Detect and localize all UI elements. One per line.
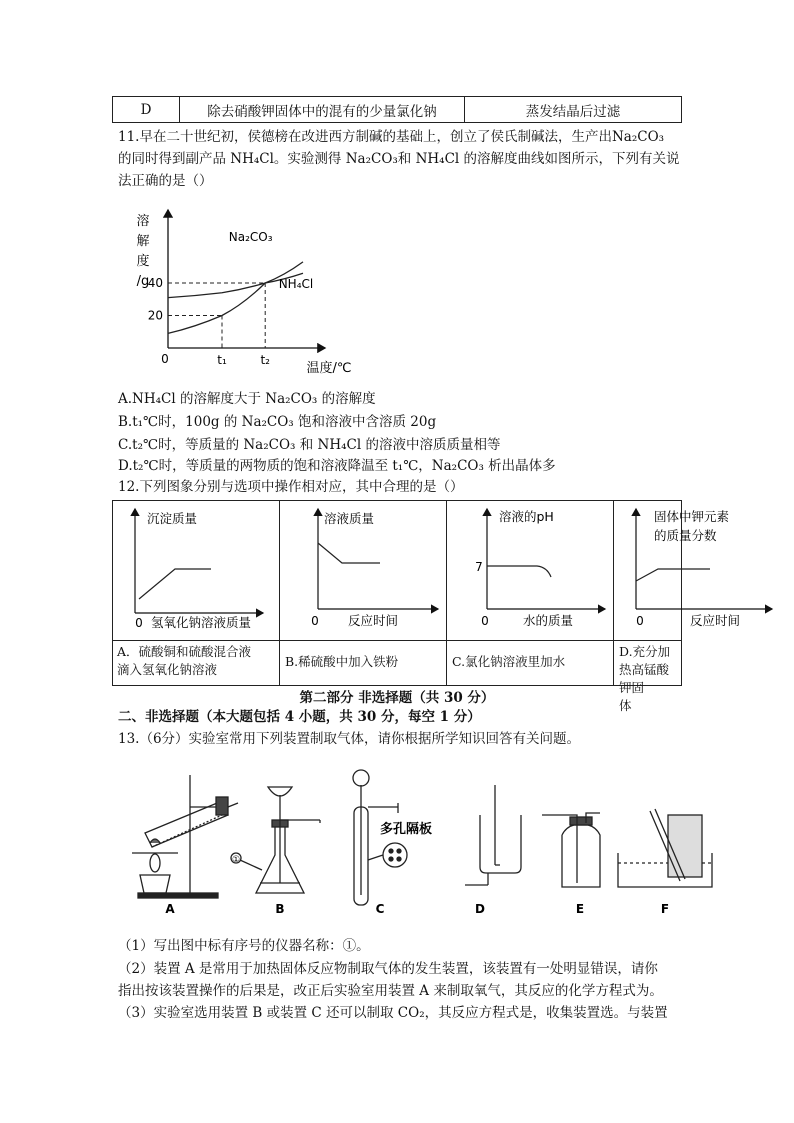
apparatus-b-label: B: [275, 902, 285, 916]
row-purpose: 除去硝酸钾固体中的混有的少量氯化钠: [180, 97, 465, 123]
y-tick-label: 40: [147, 276, 163, 290]
q11-line3: 法正确的是（）: [118, 173, 213, 189]
apparatus-e-label: E: [575, 902, 585, 916]
q13-sub2-line1: （2）装置 A 是常用于加热固体反应物制取气体的发生装置，该装置有一处明显错误，请你: [118, 961, 658, 977]
apparatus-a: [132, 775, 241, 898]
q12-option-c: C.氯化钠溶液里加水: [452, 654, 566, 669]
graph-d-ylabel-2: 的质量分数: [654, 528, 717, 543]
apparatus-d-label: D: [475, 902, 485, 916]
row-method: 蒸发结晶后过滤: [465, 97, 682, 123]
graph-d: [614, 501, 780, 640]
marker-1-label: ①: [231, 855, 241, 865]
graph-a-curve: [139, 569, 211, 599]
graph-c-curve: [487, 566, 551, 577]
x-axis-label: 温度/℃: [306, 361, 352, 376]
q11-option-a: A.NH₄Cl 的溶解度大于 Na₂CO₃ 的溶解度: [118, 391, 376, 407]
graph-d-ylabel-1: 固体中钾元素: [654, 509, 730, 524]
y-axis-label-char: 度: [136, 254, 150, 269]
graph-c: [447, 501, 613, 640]
apparatus-c-label: C: [375, 902, 385, 916]
y-axis-label-char: 解: [136, 234, 150, 249]
x-tick-label: t₁: [217, 353, 227, 367]
origin-label: 0: [161, 352, 169, 366]
section-heading: 二、非选择题（本大题包括 4 小题，共 30 分，每空 1 分）: [118, 709, 481, 725]
apparatus-b: [240, 787, 320, 893]
graph-a-xlabel: 氢氧化钠溶液质量: [151, 615, 252, 630]
q12-option-d-line2: 体: [619, 698, 632, 713]
graph-b-ylabel: 溶液质量: [324, 511, 375, 526]
x-tick-label: t₂: [260, 353, 270, 367]
q13-sub2-line2: 指出按该装置操作的后果是，改正后实验室用装置 A 来制取氧气，其反应的化学方程式为。: [118, 983, 663, 999]
graph-c-ylabel: 溶液的pH: [499, 509, 554, 524]
part2-heading: 第二部分 非选择题（共 30 分）: [299, 690, 495, 706]
series-line-na2co3: [168, 262, 303, 334]
graph-c-ytick: 7: [475, 560, 483, 574]
q13-stem: 13.（6分）实验室常用下列装置制取气体，请你根据所学知识回答有关问题。: [118, 731, 581, 747]
graph-b-xlabel: 反应时间: [348, 613, 399, 628]
graph-c-origin: 0: [481, 614, 489, 628]
reagent-table: [112, 96, 682, 123]
solubility-chart: [125, 200, 365, 380]
y-axis-label-char: 溶: [136, 214, 150, 229]
apparatus-d: [465, 785, 521, 885]
q12-stem: 12.下列图象分别与选项中操作相对应，其中合理的是（）: [118, 479, 464, 495]
graph-a: [113, 501, 279, 640]
graph-b: [280, 501, 446, 640]
q12-option-b: B.稀硫酸中加入铁粉: [285, 654, 399, 669]
graph-d-curve: [636, 569, 710, 581]
q11-option-b: B.t₁℃时，100g 的 Na₂CO₃ 饱和溶液中含溶质 20g: [118, 414, 437, 430]
series-label-na2co3: Na₂CO₃: [228, 229, 273, 244]
q11-line1: 11.早在二十世纪初，侯德榜在改进西方制碱的基础上，创立了侯氏制碱法，生产出Na₂CO₃: [118, 129, 665, 145]
graph-b-origin: 0: [311, 614, 319, 628]
y-axis-label-char: /g: [136, 274, 150, 289]
q12-option-d-line1: D.充分加热高锰酸钾固: [619, 644, 671, 695]
q12-option-a: [117, 643, 251, 679]
y-tick-label: 20: [147, 308, 163, 323]
porous-plate-label: 多孔隔板: [380, 822, 433, 837]
row-label: D: [113, 97, 180, 123]
apparatus-e: [542, 813, 600, 887]
q11-line2: 的同时得到副产品 NH₄Cl。实验测得 Na₂CO₃和 NH₄Cl 的溶解度曲线如图所示，下列有关说: [118, 151, 680, 167]
q13-sub3: （3）实验室选用装置 B 或装置 C 还可以制取 CO₂，其反应方程式是，收集装置选。与装置: [118, 1005, 668, 1021]
apparatus-f: [618, 809, 712, 887]
graph-a-ylabel: 沉淀质量: [147, 511, 198, 526]
apparatus-f-label: F: [660, 902, 670, 916]
q12-option-a-line1: A．硫酸铜和硫酸混合液: [117, 644, 252, 659]
graph-b-curve: [318, 543, 380, 563]
q11-option-d: D.t₂℃时，等质量的两物质的饱和溶液降温至 t₁℃，Na₂CO₃ 析出晶体多: [118, 458, 556, 474]
apparatus-a-label: A: [165, 902, 175, 916]
graph-c-xlabel: 水的质量: [523, 613, 574, 628]
graph-d-origin: 0: [636, 614, 644, 628]
graph-d-xlabel: 反应时间: [690, 613, 741, 628]
apparatus-c: [353, 770, 407, 905]
table-row: [113, 97, 682, 123]
q11-option-c: C.t₂℃时，等质量的 Na₂CO₃ 和 NH₄Cl 的溶液中溶质质量相等: [118, 437, 501, 453]
apparatus-figure: [130, 765, 720, 920]
q12-option-a-line2: 滴入氢氧化钠溶液: [117, 662, 218, 677]
graph-a-origin: 0: [135, 616, 143, 630]
series-label-nh4cl: NH₄Cl: [278, 276, 314, 291]
q13-sub1: （1）写出图中标有序号的仪器名称：①。: [118, 938, 370, 954]
